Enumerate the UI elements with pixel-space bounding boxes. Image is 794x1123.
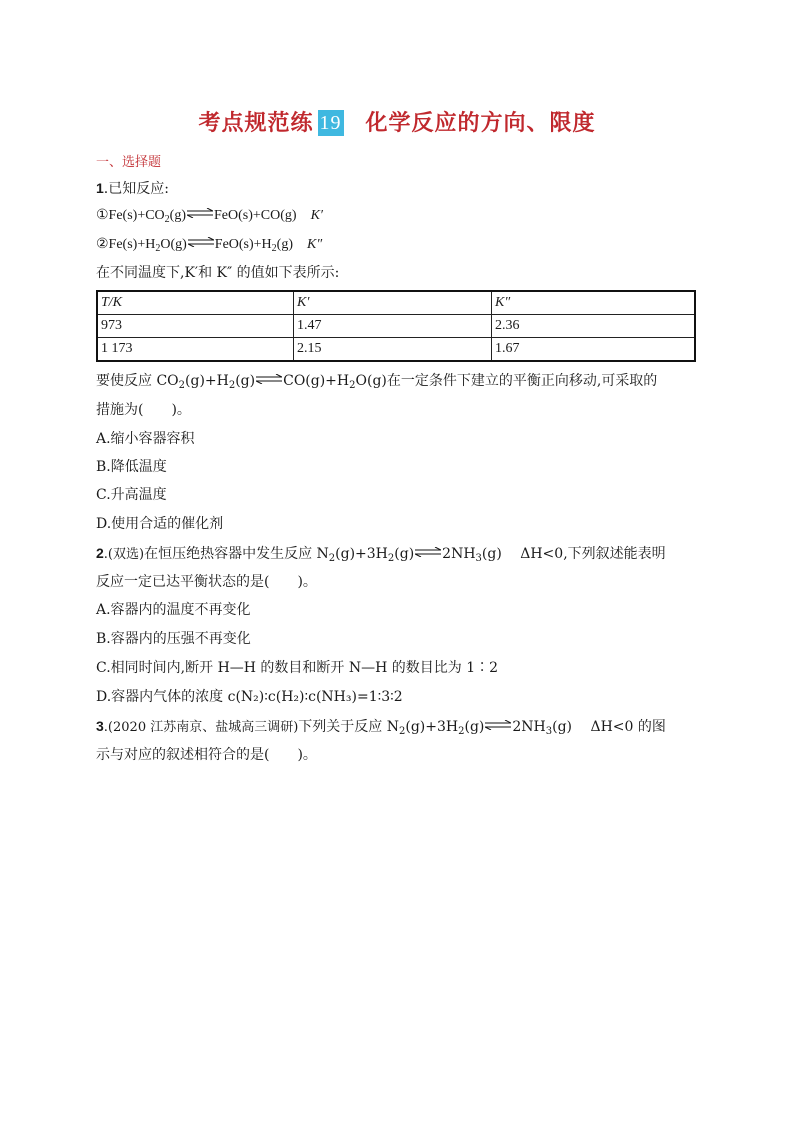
q3-stem-line-2: 示与对应的叙述相符合的是( )。 [96,747,317,763]
table-header-cell: T/K [97,291,294,315]
q2-option-c: C.相同时间内,断开 H—H 的数目和断开 N—H 的数目比为 1∶2 [96,660,499,676]
q1-intro: 1.已知反应: [96,180,169,197]
q1-option-a: A.缩小容器容积 [96,431,195,447]
title-prefix: 考点规范练 [198,111,314,136]
q1-table-intro: 在不同温度下,K′和 K″ 的值如下表所示: [96,265,340,281]
q1-option-c: C.升高温度 [96,487,167,503]
q1-number: 1 [96,180,104,196]
equilibrium-arrow-icon [187,208,213,218]
q3-number: 3 [96,718,104,734]
equilibrium-constant-table [96,290,696,362]
equilibrium-arrow-icon [415,547,441,557]
q2-option-d: D.容器内气体的浓度 c(N₂)∶c(H₂)∶c(NH₃)=1∶3∶2 [96,689,403,705]
table-header-cell: K″ [492,291,696,315]
q3-stem-line-1: 3.(2020 江苏南京、盐城高三调研)下列关于反应 $N_2(g)+3H_2(g)$ $2NH_3(g)$ ΔH<0 的图 [96,718,666,737]
title-topic: 化学反应的方向、限度 [365,111,596,136]
table-row [97,315,695,338]
q2-stem-line-1: 2.(双选)在恒压绝热容器中发生反应 $N_2(g)+3H_2(g)$ $2NH_3(g)$ ΔH<0,下列叙述能表明 [96,545,666,564]
q2-stem-line-2: 反应一定已达平衡状态的是( )。 [96,574,317,590]
equilibrium-arrow-icon [485,720,511,730]
q2-option-b: B.容器内的压强不再变化 [96,631,251,647]
table-header-row [97,291,695,315]
page-title [0,106,794,137]
table-header-cell: K′ [294,291,492,315]
q1-stem-line-2: 措施为( )。 [96,402,191,418]
q1-stem-line-1: 要使反应 $CO_2(g)+H_2(g)$ $CO(g)+H_2O(g)$在一定条件下建立的平衡正向移动,可采取的 [96,373,658,391]
q1-reaction-1: $①Fe(s)+CO_2(g)$ FeO(s)+CO(g) K′ [96,208,323,225]
q1-option-d: D.使用合适的催化剂 [96,516,224,532]
table-cell: 2.15 [294,338,492,362]
table-cell: 1.47 [294,315,492,338]
table-cell: 973 [97,315,294,338]
table-cell: 1 173 [97,338,294,362]
exercise-number-badge: 19 [319,112,342,134]
q2-number: 2 [96,545,104,561]
table-cell: 2.36 [492,315,696,338]
equilibrium-arrow-icon [188,237,214,247]
q1-reaction-2: $②Fe(s)+H_2O(g)$ $FeO(s)+H_2(g)$ K″ [96,237,323,254]
section-heading: 一、选择题 [96,155,162,170]
equilibrium-arrow-icon [256,374,282,384]
table-cell: 1.67 [492,338,696,362]
table-row [97,338,695,362]
q2-option-a: A.容器内的温度不再变化 [96,602,251,618]
q1-option-b: B.降低温度 [96,459,167,475]
